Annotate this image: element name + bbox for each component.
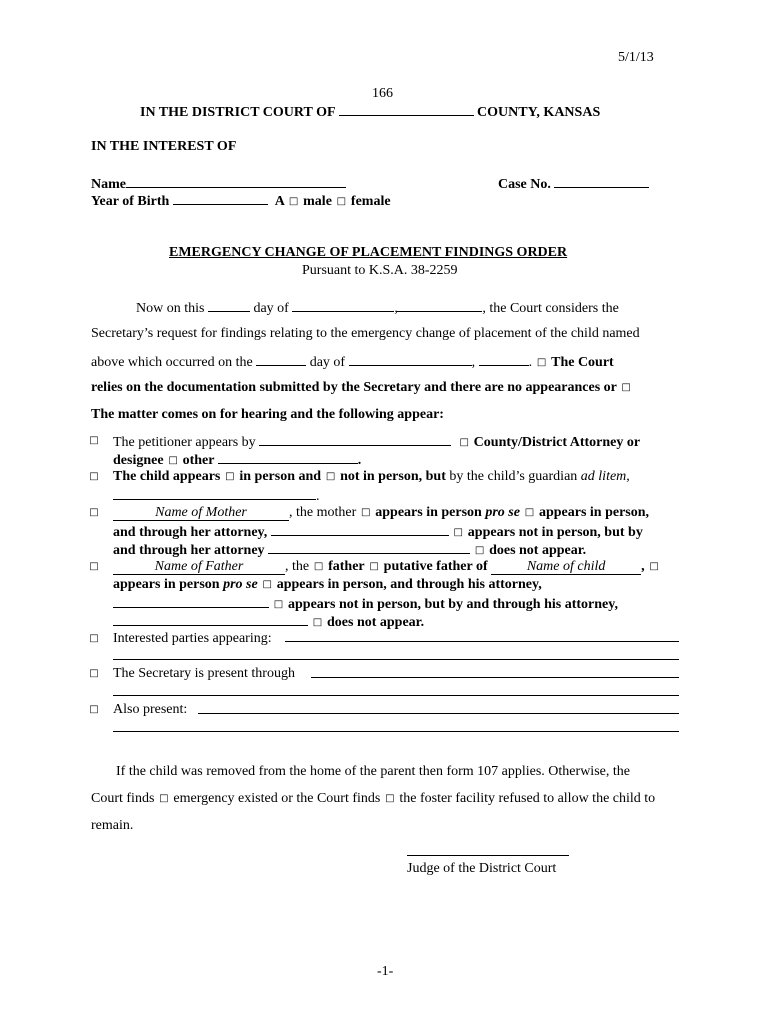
father-row-3: □ appears not in person, but by and through his attorney,	[113, 594, 618, 613]
also-present-line-2[interactable]	[113, 731, 679, 732]
case-number-blank[interactable]	[554, 174, 649, 188]
child-appears-row: The child appears □ in person and □ not in person, but by the child’s guardian ad litem,	[113, 469, 630, 484]
putative-father-checkbox[interactable]: □	[369, 561, 379, 572]
mother-pro-se-checkbox[interactable]: □	[361, 507, 371, 518]
intro-line-1: Now on this day of , , the Court considers the	[136, 298, 619, 317]
father-attorney-blank-2[interactable]	[113, 612, 308, 626]
mother-row-1: Name of Mother , the mother □ appears in person pro se □ appears in person,	[113, 504, 649, 521]
male-checkbox[interactable]: □	[288, 196, 299, 207]
petitioner-row: The petitioner appears by □ County/District Attorney or	[113, 432, 640, 451]
also-present-label: Also present:	[113, 702, 188, 717]
court-heading: IN THE DISTRICT COURT OF COUNTY, KANSAS	[140, 102, 600, 121]
child-in-person-checkbox[interactable]: □	[225, 471, 235, 482]
mother-attorney-blank-2[interactable]	[268, 540, 470, 554]
child-name-blank[interactable]	[126, 174, 346, 188]
petitioner-checkbox[interactable]: □	[89, 435, 99, 446]
father-not-in-person-checkbox[interactable]: □	[273, 599, 284, 610]
document-subtitle: Pursuant to K.S.A. 38-2259	[302, 263, 458, 278]
father-row-1: Name of Father , the □ father □ putative father of Name of child , □	[113, 558, 660, 575]
secretary-line-1[interactable]	[311, 677, 679, 678]
guardian-blank[interactable]	[113, 486, 316, 500]
foster-refused-checkbox[interactable]: □	[385, 793, 395, 804]
findings-line-3: remain.	[91, 818, 134, 833]
county-attorney-checkbox[interactable]: □	[459, 437, 469, 448]
birth-year-blank[interactable]	[173, 191, 268, 205]
occurred-month-blank[interactable]	[349, 352, 472, 366]
child-name-field[interactable]: Name of child	[491, 559, 641, 575]
secretary-checkbox[interactable]: □	[89, 668, 99, 679]
child-name-row: Name	[91, 174, 346, 193]
mother-does-not-appear-checkbox[interactable]: □	[474, 545, 485, 556]
intro-line-4: relies on the documentation submitted by the Secretary and there are no appearances or □	[91, 380, 631, 395]
in-the-interest-of: IN THE INTEREST OF	[91, 139, 237, 154]
petitioner-blank[interactable]	[259, 432, 451, 446]
child-not-in-person-checkbox[interactable]: □	[325, 471, 336, 482]
female-checkbox[interactable]: □	[336, 196, 347, 207]
document-title: EMERGENCY CHANGE OF PLACEMENT FINDINGS ORDER	[169, 245, 568, 260]
intro-line-5: The matter comes on for hearing and the following appear:	[91, 407, 444, 422]
form-number: 166	[372, 86, 393, 101]
county-blank[interactable]	[339, 102, 474, 116]
father-with-attorney-checkbox[interactable]: □	[262, 579, 272, 590]
form-date: 5/1/13	[618, 50, 654, 65]
findings-line-1: If the child was removed from the home of the parent then form 107 applies. Otherwise, the	[116, 764, 630, 779]
mother-row-3: and through her attorney □ does not appear.	[113, 540, 586, 559]
father-row-2: appears in person pro se □ appears in person, and through his attorney,	[113, 577, 542, 592]
also-present-line-1[interactable]	[198, 713, 679, 714]
month-blank[interactable]	[292, 298, 394, 312]
page-number: -1-	[377, 964, 394, 979]
court-relies-checkbox[interactable]: □	[536, 357, 547, 368]
secretary-label: The Secretary is present through	[113, 666, 295, 681]
interested-parties-line-2[interactable]	[113, 659, 679, 660]
case-number-row: Case No.	[498, 174, 649, 193]
mother-checkbox[interactable]: □	[89, 507, 99, 518]
other-blank[interactable]	[218, 450, 358, 464]
father-name-field[interactable]: Name of Father	[113, 559, 285, 575]
father-does-not-appear-checkbox[interactable]: □	[312, 617, 323, 628]
other-checkbox[interactable]: □	[168, 455, 178, 466]
hearing-checkbox[interactable]: □	[621, 382, 631, 393]
designee-row: designee □ other .	[113, 450, 361, 469]
also-present-checkbox[interactable]: □	[89, 704, 99, 715]
judge-signature-line[interactable]	[407, 855, 569, 856]
judge-signature-label: Judge of the District Court	[407, 861, 557, 876]
mother-with-attorney-checkbox[interactable]: □	[524, 507, 535, 518]
day-blank[interactable]	[208, 298, 250, 312]
emergency-existed-checkbox[interactable]: □	[159, 793, 169, 804]
guardian-row: .	[113, 486, 320, 505]
intro-line-3: above which occurred on the day of , . □ The Court	[91, 352, 614, 371]
mother-row-2: and through her attorney, □ appears not in person, but by	[113, 522, 643, 541]
birth-sex-row: Year of Birth A □ male □ female	[91, 191, 391, 210]
father-attorney-blank[interactable]	[113, 594, 269, 608]
mother-attorney-blank[interactable]	[271, 522, 449, 536]
year-blank[interactable]	[397, 298, 482, 312]
occurred-year-blank[interactable]	[479, 352, 529, 366]
interested-parties-line-1[interactable]	[285, 641, 679, 642]
father-checkbox-2[interactable]: □	[313, 561, 324, 572]
occurred-day-blank[interactable]	[256, 352, 306, 366]
child-appears-checkbox[interactable]: □	[89, 471, 99, 482]
mother-name-field[interactable]: Name of Mother	[113, 505, 289, 521]
secretary-line-2[interactable]	[113, 695, 679, 696]
father-row-4: □ does not appear.	[113, 612, 424, 631]
mother-not-in-person-checkbox[interactable]: □	[453, 527, 463, 538]
father-pro-se-checkbox[interactable]: □	[649, 561, 659, 572]
interested-parties-checkbox[interactable]: □	[89, 633, 99, 644]
findings-line-2: Court finds □ emergency existed or the Court finds □ the foster facility refused to allow the child to	[91, 791, 656, 806]
intro-line-2: Secretary’s request for findings relating to the emergency change of placement of the child named	[91, 326, 640, 341]
interested-parties-label: Interested parties appearing:	[113, 631, 272, 646]
father-checkbox[interactable]: □	[89, 561, 99, 572]
